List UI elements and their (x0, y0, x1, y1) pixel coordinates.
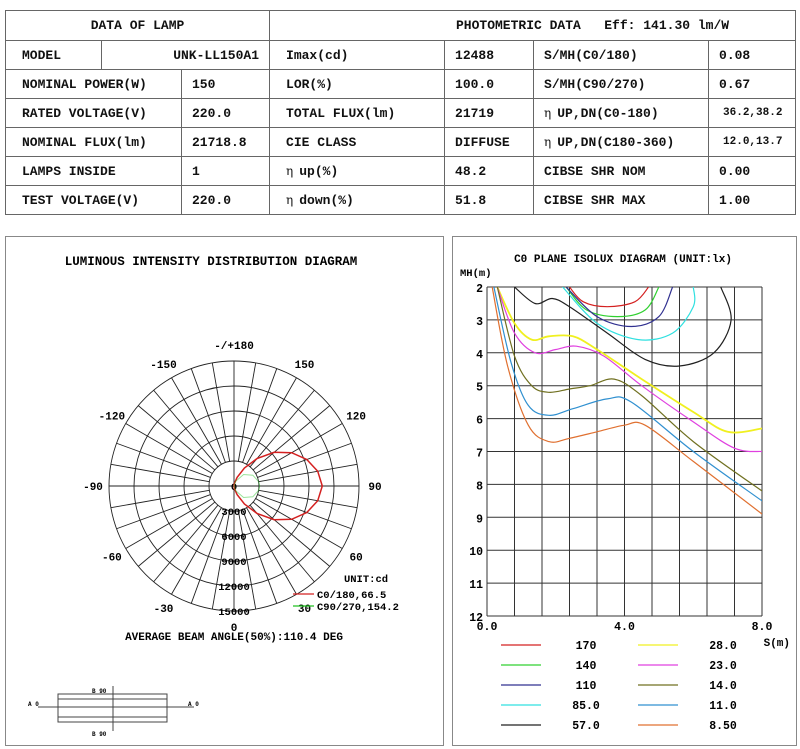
isolux-series-7 (497, 287, 762, 491)
model-value: UNK-LL150A1 (102, 41, 270, 70)
photometric-data-header: PHOTOMETRIC DATA Eff: 141.30 lm/W (270, 11, 796, 41)
isolux-legend-label: 110 (575, 680, 597, 693)
polar-radial-label: 12000 (218, 582, 250, 594)
lamp-param-label: LAMPS INSIDE (6, 157, 182, 186)
polar-radial-label: 6000 (221, 532, 247, 544)
isolux-ytick: 3 (476, 315, 483, 329)
photo-param-value: 51.8 (445, 186, 534, 215)
photo-param-label: η down(%) (270, 186, 445, 215)
polar-angle-label: -60 (101, 552, 122, 565)
polar-angle-label: 0 (230, 623, 238, 635)
polar-spoke (111, 464, 209, 481)
isolux-xtick: 0.0 (476, 621, 498, 634)
polar-spoke (117, 443, 211, 477)
luminaire-schematic (28, 686, 199, 738)
photo-param-label-2: CIBSE SHR NOM (534, 157, 709, 186)
photo-param-value: 21719 (445, 99, 534, 128)
schematic-b90-bottom: B 90 (92, 731, 107, 738)
schematic-a0-right: A 0 (188, 701, 199, 708)
schematic-b90-top: B 90 (92, 688, 107, 695)
isolux-title: C0 PLANE ISOLUX DIAGRAM (UNIT:lx) (514, 254, 732, 266)
photo-param-label: η up(%) (270, 157, 445, 186)
eta-symbol: η (544, 134, 552, 149)
isolux-yticks (469, 283, 483, 625)
isolux-xtick: 4.0 (614, 621, 635, 634)
isolux-legend-label: 23.0 (709, 660, 737, 673)
schematic-a0-left: A 0 (28, 701, 39, 708)
isolux-ytick: 10 (469, 546, 483, 560)
lamp-param-label: TEST VOLTAGE(V) (6, 186, 182, 215)
table-row (6, 99, 796, 128)
isolux-ylabel: MH(m) (460, 268, 492, 280)
polar-spoke (111, 490, 209, 507)
lamp-param-value: 220.0 (182, 99, 270, 128)
smh-c0-value: 0.08 (709, 41, 796, 70)
photo-param-value-2: 1.00 (709, 186, 796, 215)
polar-spoke (117, 495, 211, 529)
isolux-legend-label: 11.0 (709, 700, 737, 713)
photo-param-value: DIFFUSE (445, 128, 534, 157)
table-row (6, 157, 796, 186)
polar-spoke (212, 363, 229, 461)
polar-angle-label: -150 (150, 359, 177, 372)
isolux-legend-label: 14.0 (709, 680, 737, 693)
eta-symbol: η (286, 163, 294, 178)
isolux-xticks (477, 621, 773, 634)
polar-spoke (257, 443, 351, 477)
polar-angle-label: 120 (346, 411, 367, 424)
isolux-legend-label: 57.0 (572, 720, 600, 733)
photometric-table (5, 10, 796, 215)
polar-angle-label: 60 (349, 552, 363, 565)
isolux-legend-label: 140 (575, 660, 597, 673)
polar-spoke (257, 495, 351, 529)
lamp-param-label: NOMINAL FLUX(lm) (6, 128, 182, 157)
polar-angle-label: -30 (153, 604, 174, 617)
legend-label-c0: C0/180,66.5 (317, 590, 387, 602)
lamp-param-value: 150 (182, 70, 270, 99)
isolux-legend-label: 28.0 (709, 640, 737, 653)
isolux-ytick: 9 (476, 513, 483, 527)
lamp-param-value: 1 (182, 157, 270, 186)
polar-angle-label: 150 (294, 359, 315, 372)
lamp-param-label: NOMINAL POWER(W) (6, 70, 182, 99)
isolux-panel (452, 236, 797, 746)
imax-label: Imax(cd) (270, 41, 445, 70)
isolux-ytick: 2 (476, 283, 483, 296)
isolux-legend-label: 85.0 (572, 700, 600, 713)
isolux-series-8 (494, 287, 762, 501)
photo-param-value: 100.0 (445, 70, 534, 99)
smh-c0-label: S/MH(C0/180) (534, 41, 709, 70)
polar-angle-label: 30 (297, 604, 312, 617)
photo-param-value-2: 36.2,38.2 (709, 99, 796, 128)
table-row (6, 70, 796, 99)
eta-symbol: η (544, 105, 552, 120)
isolux-series-6 (497, 287, 762, 452)
lamp-param-value: 21718.8 (182, 128, 270, 157)
polar-unit-label: UNIT:cd (343, 574, 389, 586)
polar-radial-label: 3000 (221, 507, 247, 519)
efficacy-value: Eff: 141.30 lm/W (604, 18, 730, 33)
lamp-param-value: 220.0 (182, 186, 270, 215)
luminous-intensity-panel (5, 236, 444, 746)
isolux-series-5 (497, 287, 762, 433)
isolux-ytick: 7 (476, 447, 483, 461)
table-row (6, 128, 796, 157)
isolux-legend-label: 170 (575, 640, 597, 653)
photo-param-label-2: CIBSE SHR MAX (534, 186, 709, 215)
photo-param-value-2: 12.0,13.7 (709, 128, 796, 157)
polar-radial-label: 15000 (218, 607, 250, 619)
isolux-ytick: 11 (469, 579, 483, 593)
polar-radial-label: 0 (230, 482, 238, 494)
isolux-series-4 (515, 287, 732, 366)
polar-spoke (259, 490, 357, 507)
photo-param-label-2: η UP,DN(C180-360) (534, 128, 709, 157)
polar-diagram (6, 237, 443, 745)
isolux-series-3 (563, 287, 695, 340)
isolux-ytick: 6 (476, 414, 483, 428)
polar-spoke (238, 363, 255, 461)
isolux-legend-label: 8.50 (709, 720, 737, 733)
isolux-ytick: 12 (469, 612, 483, 625)
photo-param-value-2: 0.00 (709, 157, 796, 186)
isolux-series-9 (492, 287, 762, 514)
isolux-series (492, 287, 762, 514)
polar-spoke (259, 464, 357, 481)
photo-param-value: 48.2 (445, 157, 534, 186)
photo-param-label: CIE CLASS (270, 128, 445, 157)
imax-value: 12488 (445, 41, 534, 70)
polar-spoke (243, 369, 277, 463)
data-of-lamp-header: DATA OF LAMP (6, 11, 270, 41)
eta-symbol: η (286, 192, 294, 207)
photo-param-label-2: S/MH(C90/270) (534, 70, 709, 99)
polar-angle-label: 90 (368, 482, 382, 494)
lamp-param-label: RATED VOLTAGE(V) (6, 99, 182, 128)
polar-radial-label: 9000 (221, 557, 247, 569)
isolux-xtick: 8.0 (751, 621, 773, 634)
photo-param-label: TOTAL FLUX(lm) (270, 99, 445, 128)
isolux-diagram (453, 237, 796, 745)
model-label: MODEL (6, 41, 102, 70)
photo-param-value-2: 0.67 (709, 70, 796, 99)
isolux-ytick: 5 (476, 381, 483, 395)
isolux-legend (501, 640, 737, 733)
polar-angle-label: -/+180 (214, 341, 254, 353)
photo-param-label: LOR(%) (270, 70, 445, 99)
polar-spoke (191, 369, 225, 463)
polar-angle-label: -120 (98, 411, 126, 424)
polar-title: LUMINOUS INTENSITY DISTRIBUTION DIAGRAM (64, 255, 358, 269)
isolux-ytick: 4 (476, 348, 483, 362)
isolux-xlabel: S(m) (763, 638, 790, 650)
photo-param-label-2: η UP,DN(C0-180) (534, 99, 709, 128)
isolux-ytick: 8 (476, 480, 483, 494)
table-row (6, 186, 796, 215)
beam-angle-footer: AVERAGE BEAM ANGLE(50%):110.4 DEG (125, 632, 343, 644)
legend-label-c90: C90/270,154.2 (317, 602, 399, 614)
polar-angle-label: -90 (83, 482, 103, 494)
